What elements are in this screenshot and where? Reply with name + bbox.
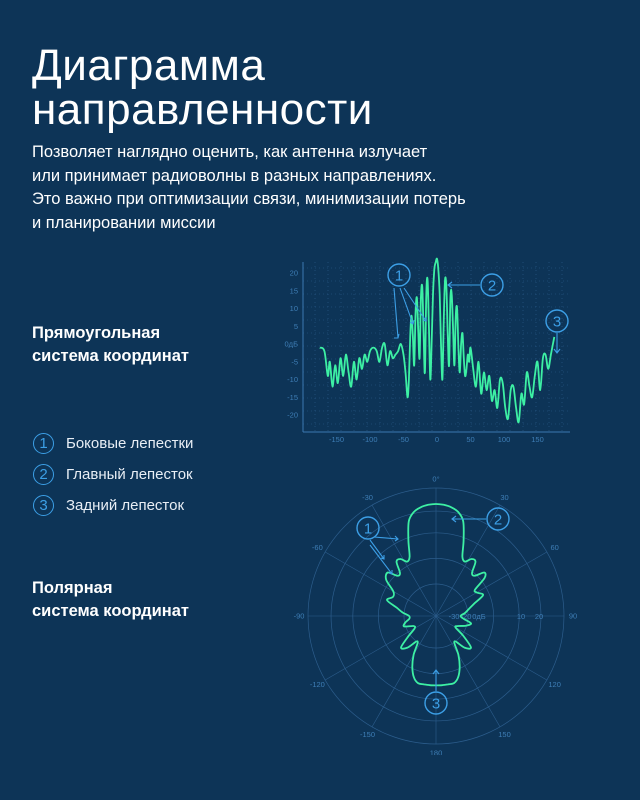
x-tick-label: 100 [497, 435, 511, 444]
rectangular-label-line-2: система координат [32, 347, 189, 365]
annotation-badge-main [487, 508, 509, 530]
annotation-number: 2 [487, 277, 497, 295]
polar-angle-label: -120 [309, 680, 325, 689]
x-tick-label: 0 [434, 435, 440, 444]
annotation-badge-main [481, 274, 503, 296]
annotation-number: 2 [493, 511, 503, 529]
rectangular-radiation-chart [280, 255, 580, 455]
x-tick-label: -150 [328, 435, 345, 444]
back-lobe-arrow [554, 333, 560, 353]
page-title [32, 41, 592, 134]
polar-angle-label: -60 [311, 543, 323, 552]
polar-radial-label: -30 [448, 612, 460, 621]
legend-label: Главный лепесток [66, 466, 193, 483]
annotation-badge-side [357, 517, 379, 539]
legend [33, 428, 193, 521]
polar-radial-label: -20 [460, 612, 472, 621]
title-line-1: Диаграмма [32, 41, 266, 90]
annotation-number: 3 [552, 313, 562, 331]
side-lobe-arrow [370, 540, 384, 559]
annotation-number: 1 [363, 520, 373, 538]
legend-number-badge: 1 [33, 433, 54, 454]
polar-spoke [436, 616, 547, 680]
polar-radial-label: 10 [516, 612, 526, 621]
polar-angle-label: 30 [500, 492, 509, 502]
y-tick-label: 0дБ [284, 339, 298, 349]
polar-radiation-chart [290, 475, 590, 755]
polar-angle-label: -30 [362, 492, 373, 502]
polar-section-label [32, 577, 292, 623]
description [32, 141, 612, 235]
polar-angle-label: 60 [550, 543, 559, 552]
polar-angle-label: 180 [429, 748, 443, 755]
x-tick-label: -100 [362, 435, 378, 444]
annotation-number: 1 [394, 267, 404, 285]
description-line-3: Это важно при оптимизации связи, минимизации потерь [32, 190, 466, 208]
polar-angle-label: -90 [293, 611, 305, 621]
annotation-badge-back [546, 310, 568, 332]
title-line-2: направленности [32, 85, 373, 134]
polar-spoke [436, 616, 500, 727]
y-tick-label: 10 [289, 304, 298, 313]
annotation-badge-side [388, 264, 410, 286]
annotation-badge-back [425, 692, 447, 714]
polar-spoke [372, 616, 436, 727]
rect-grid [303, 262, 570, 432]
side-lobe-arrow [394, 288, 399, 338]
y-tick-label: -15 [287, 392, 298, 402]
side-lobe-arrow [374, 536, 398, 541]
polar-radial-label: 0дБ [472, 612, 486, 621]
legend-item-main-lobe [33, 459, 193, 490]
legend-number-badge: 3 [33, 495, 54, 516]
y-tick-label: -20 [287, 410, 298, 420]
polar-radial-label: 20 [534, 612, 544, 621]
legend-item-side-lobes [33, 428, 193, 459]
side-lobe-arrow [370, 545, 392, 574]
description-line-2: или принимает радиоволны в разных направлениях. [32, 166, 437, 185]
x-tick-label: -50 [398, 435, 409, 444]
polar-radiation-curve [386, 504, 486, 685]
x-tick-label: 150 [531, 435, 544, 444]
legend-item-back-lobe [33, 490, 193, 521]
polar-label-line-1: Полярная [32, 579, 113, 597]
x-tick-label: 50 [466, 435, 475, 444]
polar-angle-label: 120 [548, 680, 561, 689]
description-line-4: и планировании миссии [32, 213, 216, 232]
y-tick-label: -5 [291, 357, 298, 367]
y-tick-label: -10 [287, 375, 298, 384]
polar-spoke [325, 552, 436, 616]
polar-angle-label: 0° [432, 475, 440, 484]
rectangular-label-line-1: Прямоугольная [32, 324, 161, 342]
back-lobe-arrow [433, 670, 439, 691]
annotation-number: 3 [431, 695, 441, 713]
legend-label: Задний лепесток [66, 497, 185, 514]
polar-label-line-2: система координат [32, 602, 189, 620]
polar-angle-label: 150 [498, 730, 511, 740]
polar-spoke [325, 616, 436, 680]
legend-number-badge: 2 [33, 464, 54, 485]
polar-angle-label: 90 [568, 611, 578, 621]
y-tick-label: 20 [289, 268, 298, 278]
legend-label: Боковые лепестки [66, 435, 194, 452]
main-lobe-arrow [448, 282, 480, 288]
polar-spoke [436, 552, 547, 616]
polar-angle-label: -150 [359, 730, 376, 740]
y-tick-label: 15 [289, 286, 298, 296]
rectangular-section-label [32, 322, 292, 368]
description-line-1: Позволяет наглядно оценить, как антенна излучает [32, 143, 428, 161]
y-tick-label: 5 [293, 321, 298, 331]
